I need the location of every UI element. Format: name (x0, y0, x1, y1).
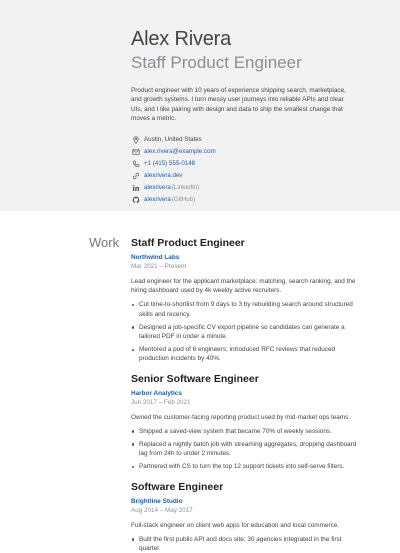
job-entry (131, 237, 370, 364)
contact-location (131, 134, 370, 146)
job-highlight: Designed a job-specific CV export pipeline so candidates can generate a tailored PDF in under a minute. (131, 323, 359, 341)
job-entry (131, 481, 370, 553)
phone-icon (131, 159, 141, 169)
linkedin-icon (131, 183, 141, 193)
contact-location-text: Austin, United States (144, 136, 202, 144)
contact-phone[interactable] (131, 158, 370, 170)
job-description: Full-stack engineer on client web apps for education and local commerce. (131, 521, 340, 529)
job-dates: Aug 2014 – May 2017 (131, 506, 193, 514)
job-entry (131, 373, 370, 472)
job-highlights (131, 300, 370, 363)
summary: Product engineer with 10 years of experience shipping search, marketplace, and growth systems. I turn messy user journeys into reliable APIs and clear UIs, and I like pairing with design and data to ship the smallest change that moves a metric. (131, 87, 346, 123)
phone-link[interactable]: +1 (415) 555-0148 (144, 160, 196, 168)
job-description: Owned the customer-facing reporting product used by mid-market ops teams. (131, 413, 351, 421)
contact-email[interactable] (131, 146, 370, 158)
website-link[interactable]: alexrivera.dev (144, 172, 183, 180)
contact-list (131, 134, 370, 206)
linkedin-network-label: (LinkedIn) (171, 184, 200, 192)
github-icon (131, 195, 141, 205)
job-highlight: Built the first public API and docs site; 30 agencies integrated in the first quarter. (131, 535, 359, 553)
company-name: Harbor Analytics (131, 389, 182, 397)
contact-github[interactable] (131, 194, 370, 206)
job-dates: Mar 2021 – Present (131, 263, 187, 270)
email-link[interactable]: alex.rivera@example.com (144, 148, 216, 156)
github-link[interactable]: alexrivera (144, 196, 171, 204)
resume-header (0, 0, 400, 211)
company-name: Northwind Labs (131, 254, 180, 261)
contact-linkedin[interactable] (131, 182, 370, 194)
section-label-work: Work (89, 235, 120, 250)
linkedin-link[interactable]: alexrivera (144, 184, 171, 192)
work-section (0, 211, 400, 553)
job-highlight: Replaced a nightly batch job with streaming aggregates, dropping dashboard lag from 24h to under 2 minutes. (131, 440, 359, 458)
job-highlight: Cut time-to-shortlist from 9 days to 3 by rebuilding search around structured skills and recency. (131, 300, 359, 318)
email-icon (131, 147, 141, 157)
contact-website[interactable] (131, 170, 370, 182)
link-icon (131, 171, 141, 181)
job-title: Software Engineer (131, 480, 224, 493)
github-network-label: (GitHub) (171, 196, 196, 204)
person-name: Alex Rivera (131, 28, 232, 50)
job-description: Lead engineer for the applicant marketplace: matching, search ranking, and the hiring dashboard used by 4k weekly active recruiters. (131, 278, 356, 295)
job-highlights (131, 427, 370, 472)
job-highlight: Partnered with CS to turn the top 12 support tickets into self-serve filters. (131, 462, 359, 471)
location-icon (131, 135, 141, 145)
job-highlight: Mentored a pod of 6 engineers; introduced RFC reviews that reduced production incidents by 40%. (131, 345, 359, 363)
job-highlights (131, 535, 370, 553)
job-dates: Jun 2017 – Feb 2021 (131, 398, 191, 406)
job-highlight: Shipped a saved-view system that became 70% of weekly sessions. (131, 427, 359, 436)
job-title: Senior Software Engineer (131, 372, 259, 385)
person-title: Staff Product Engineer (131, 53, 302, 72)
company-name: Brightline Studio (131, 497, 183, 505)
job-title: Staff Product Engineer (131, 237, 245, 249)
